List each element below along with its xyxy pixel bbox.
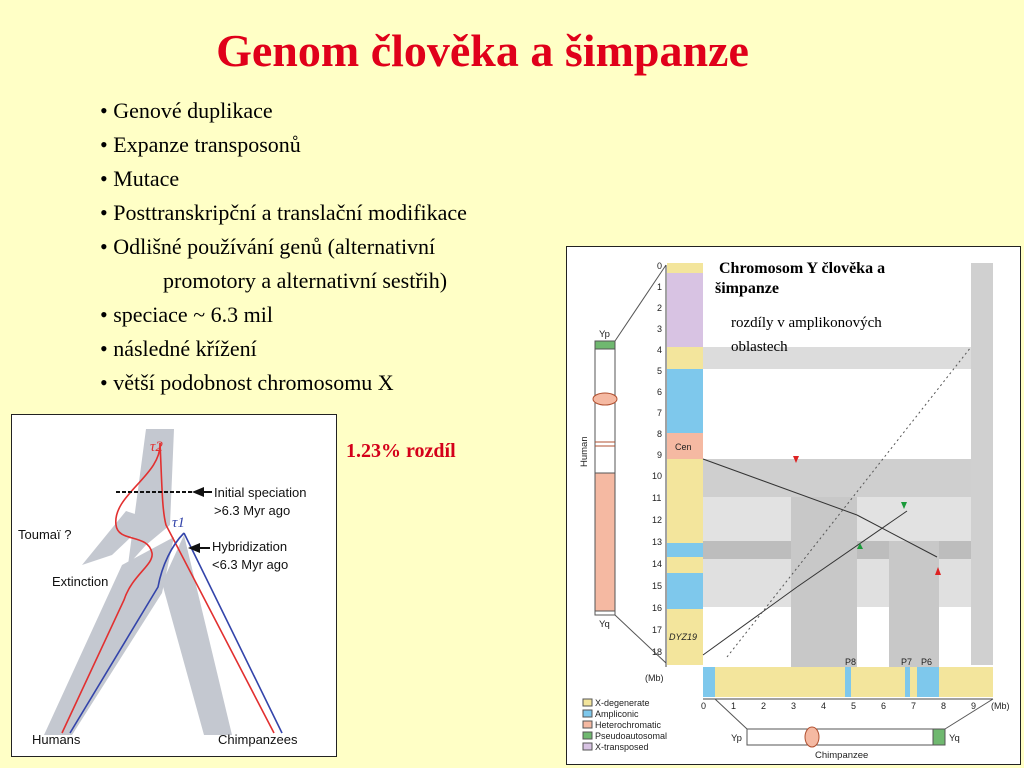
top-label: P8 — [845, 657, 857, 667]
x-tick: 3 — [791, 701, 797, 711]
y-unit: (Mb) — [645, 673, 664, 683]
figure-subcaption: rozdíly v amplikonových — [731, 315, 882, 331]
bullet-item: • následné křížení — [100, 336, 257, 361]
bullet-item: • větší podobnost chromosomu X — [100, 370, 394, 395]
y-tick: 7 — [657, 408, 663, 418]
yp-label: Yp — [599, 329, 610, 340]
bullet-item: • Odlišné používání genů (alternativní — [100, 234, 436, 259]
figure-caption: šimpanze — [715, 280, 779, 297]
chimp-yq-label: Yq — [949, 733, 960, 744]
legend — [583, 698, 667, 752]
hybridization-time: <6.3 Myr ago — [212, 557, 289, 572]
difference-label: 1.23% rozdíl — [346, 440, 456, 462]
chimp-axis-label: Chimpanzee — [815, 750, 869, 761]
x-tick: 8 — [941, 701, 947, 711]
extinction-label: Extinction — [52, 574, 109, 589]
yq-label: Yq — [599, 619, 610, 630]
bullet-list — [100, 94, 467, 400]
segment-label: Cen — [675, 442, 692, 452]
y-tick: 17 — [652, 625, 663, 635]
tau2-label: τ2 — [150, 439, 163, 455]
y-tick: 15 — [652, 581, 663, 591]
arrow-icon — [192, 487, 204, 497]
y-tick: 16 — [652, 603, 663, 613]
bullet-item: • Posttranskripční a translační modifikace — [100, 200, 467, 225]
legend-item: Pseudoautosomal — [595, 731, 668, 741]
x-tick: 2 — [761, 701, 767, 711]
segment-label: DYZ19 — [669, 632, 698, 642]
legend-item: Ampliconic — [595, 709, 639, 719]
bullet-item: • Genové duplikace — [100, 98, 273, 123]
y-tick: 12 — [652, 515, 663, 525]
figure-subcaption: oblastech — [731, 339, 788, 355]
y-tick: 8 — [657, 429, 663, 439]
x-tick: 1 — [731, 701, 737, 711]
y-tick: 18 — [652, 647, 663, 657]
y-chromosome-figure — [566, 246, 1021, 765]
y-chromosome-svg — [567, 247, 1020, 764]
bullet-continuation: promotory a alternativní sestřih) — [163, 268, 448, 293]
toumai-label: Toumaï ? — [18, 527, 72, 542]
x-tick: 0 — [701, 701, 707, 711]
x-tick: 4 — [821, 701, 827, 711]
hybridization-label: Hybridization — [212, 539, 288, 554]
initial-speciation-label: Initial speciation — [214, 485, 307, 500]
y-tick: 0 — [657, 261, 663, 271]
chimp-yp-label: Yp — [731, 733, 742, 744]
y-tick: 9 — [657, 450, 663, 460]
x-tick: 9 — [971, 701, 977, 711]
y-tick: 2 — [657, 303, 663, 313]
x-tick: 6 — [881, 701, 887, 711]
figure-caption: Chromosom Y člověka a — [719, 260, 886, 277]
x-tick: 5 — [851, 701, 857, 711]
bullet-item: • Expanze transposonů — [100, 132, 301, 157]
y-tick: 11 — [652, 493, 662, 503]
x-axis — [701, 699, 1010, 711]
speciation-diagram — [11, 414, 337, 757]
y-tick: 1 — [657, 282, 663, 292]
top-label: P7 — [901, 657, 913, 667]
humans-label: Humans — [32, 732, 81, 747]
x-tick: 7 — [911, 701, 917, 711]
bullet-item: • speciace ~ 6.3 mil — [100, 302, 273, 327]
legend-item: Heterochromatic — [595, 720, 662, 730]
legend-item: X-degenerate — [595, 698, 650, 708]
y-tick: 3 — [657, 324, 663, 334]
x-unit: (Mb) — [991, 701, 1010, 711]
y-tick: 5 — [657, 366, 663, 376]
top-label: P6 — [921, 657, 933, 667]
speciation-tree-svg — [12, 415, 336, 756]
y-tick: 10 — [652, 471, 663, 481]
initial-speciation-time: >6.3 Myr ago — [214, 503, 291, 518]
tau1-label: τ1 — [172, 515, 185, 531]
chimpanzees-label: Chimpanzees — [218, 732, 298, 747]
y-tick: 4 — [657, 345, 663, 355]
y-tick: 14 — [652, 559, 663, 569]
legend-item: X-transposed — [595, 742, 649, 752]
bullet-item: • Mutace — [100, 166, 180, 191]
y-axis — [645, 261, 666, 683]
human-axis-label: Human — [579, 436, 590, 467]
y-tick: 13 — [652, 537, 663, 547]
slide-title: Genom člověka a šimpanze — [216, 25, 749, 76]
y-tick: 6 — [657, 387, 663, 397]
